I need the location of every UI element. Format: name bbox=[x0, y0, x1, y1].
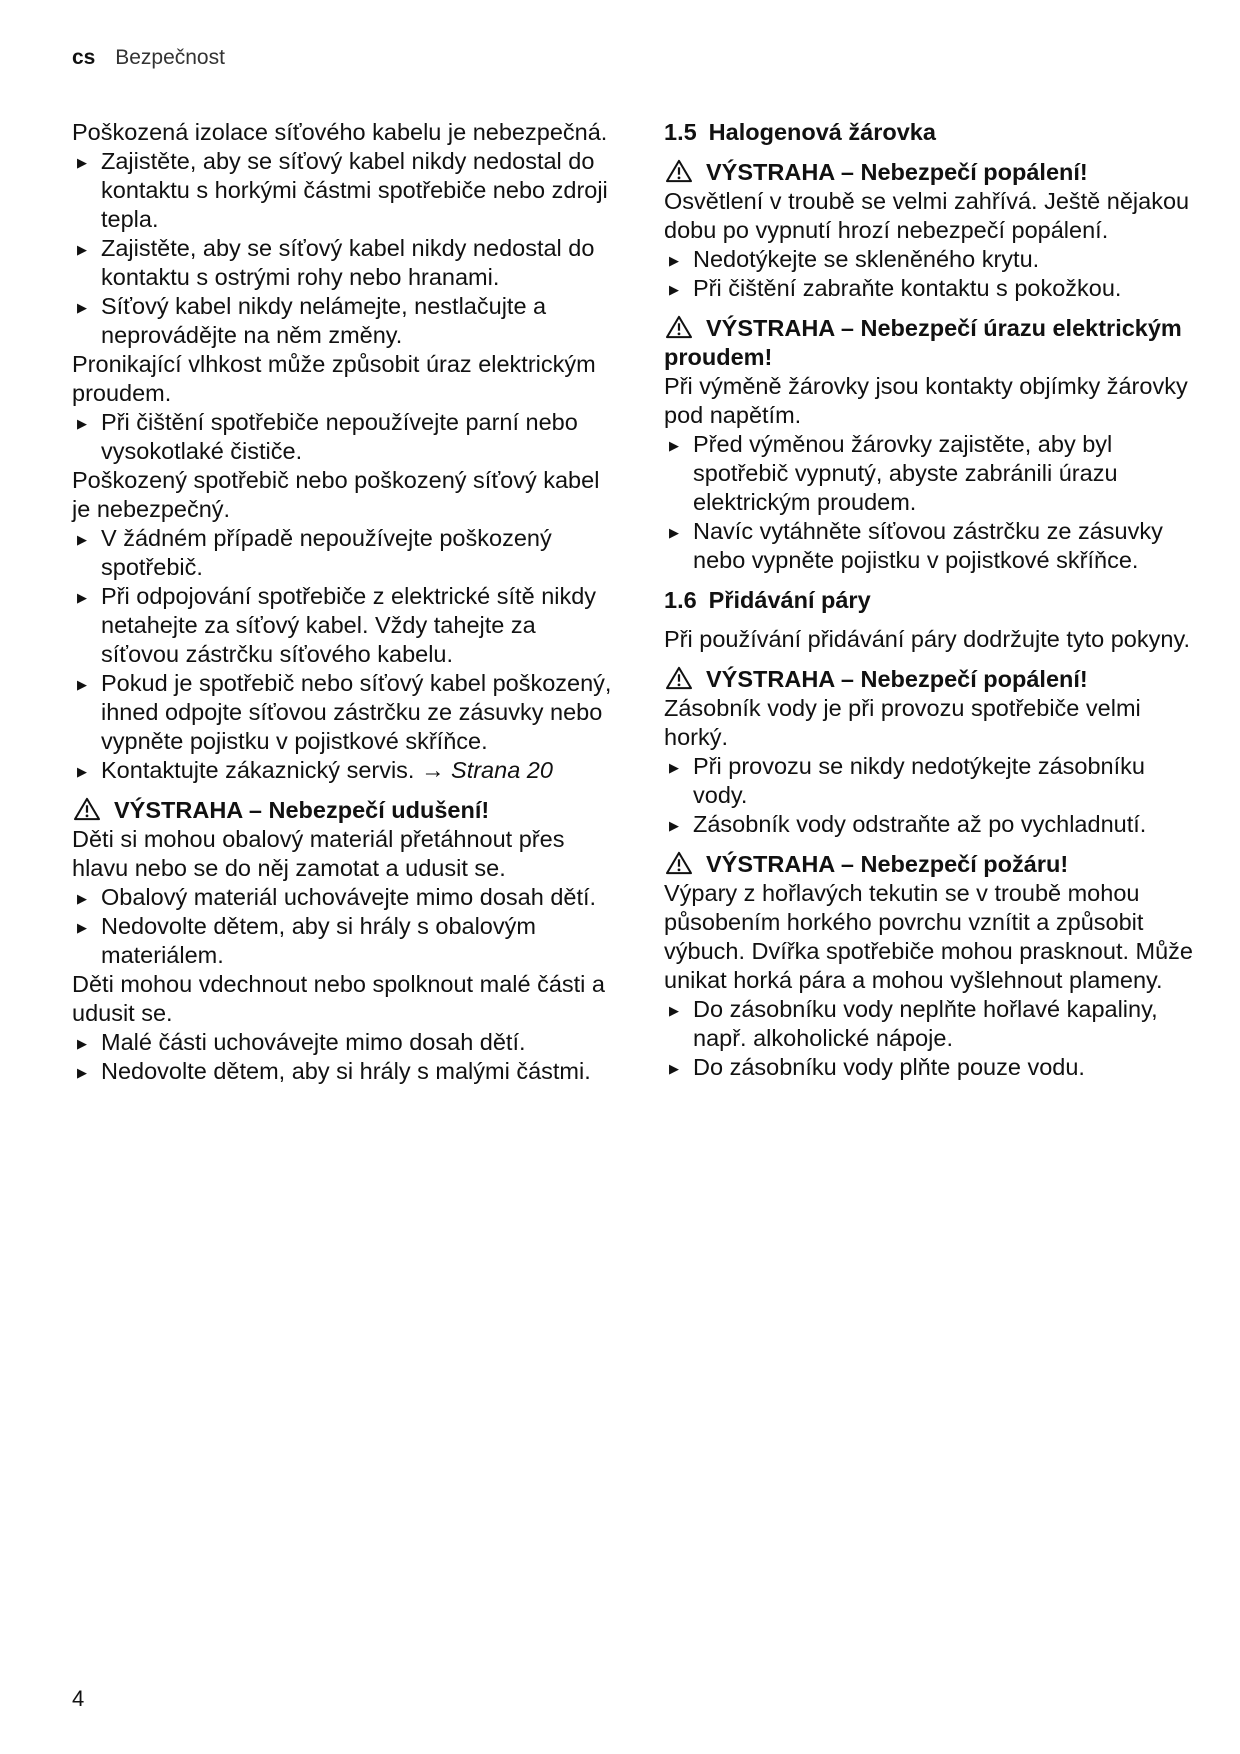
warning-heading bbox=[664, 850, 1204, 879]
section-title: Bezpečnost bbox=[115, 46, 225, 69]
triangle-bullet-icon: ▶ bbox=[669, 525, 679, 540]
paragraph: Zásobník vody je při provozu spotřebiče velmi horký. bbox=[664, 695, 1141, 750]
page-header bbox=[72, 46, 225, 70]
triangle-bullet-icon: ▶ bbox=[669, 818, 679, 833]
triangle-bullet-icon: ▶ bbox=[77, 155, 87, 170]
triangle-bullet-icon: ▶ bbox=[669, 760, 679, 775]
section-number: 1.6 bbox=[664, 587, 697, 613]
list-item-text: Obalový materiál uchovávejte mimo dosah dětí. bbox=[101, 884, 597, 910]
list-item-text: Zásobník vody odstraňte až po vychladnutí. bbox=[693, 811, 1147, 837]
triangle-bullet-icon: ▶ bbox=[669, 1003, 679, 1018]
list-item-text: Do zásobníku vody plňte pouze vodu. bbox=[693, 1054, 1085, 1080]
warning-text: VÝSTRAHA – Nebezpečí popálení! bbox=[706, 159, 1088, 185]
list-item bbox=[72, 912, 612, 970]
triangle-bullet-icon: ▶ bbox=[669, 253, 679, 268]
warning-heading bbox=[664, 158, 1204, 187]
triangle-bullet-icon: ▶ bbox=[77, 416, 87, 431]
page-number: 4 bbox=[72, 1686, 85, 1711]
list-item bbox=[664, 430, 1204, 517]
triangle-bullet-icon: ▶ bbox=[77, 920, 87, 935]
list-item-text: V žádném případě nepoužívejte poškozený spotřebič. bbox=[101, 525, 552, 580]
section-heading-title: Přidávání páry bbox=[708, 587, 871, 613]
warning-heading bbox=[664, 314, 1204, 372]
list-item bbox=[72, 1057, 612, 1086]
warning-text: VÝSTRAHA – Nebezpečí úrazu elektrickým proudem! bbox=[664, 315, 1182, 370]
warning-triangle-icon bbox=[664, 666, 694, 690]
warning-triangle-icon bbox=[664, 851, 694, 875]
list-item-text: Před výměnou žárovky zajistěte, aby byl spotřebič vypnutý, abyste zabránili úrazu elektrickým proudem. bbox=[693, 431, 1118, 515]
paragraph: Poškozený spotřebič nebo poškozený síťový kabel je nebezpečný. bbox=[72, 467, 600, 522]
language-code: cs bbox=[72, 46, 96, 69]
list-item-text: Při provozu se nikdy nedotýkejte zásobníku vody. bbox=[693, 753, 1145, 808]
page-reference-link[interactable]: → Strana 20 bbox=[421, 757, 553, 783]
triangle-bullet-icon: ▶ bbox=[77, 891, 87, 906]
triangle-bullet-icon: ▶ bbox=[669, 1061, 679, 1076]
triangle-bullet-icon: ▶ bbox=[669, 282, 679, 297]
triangle-bullet-icon: ▶ bbox=[77, 242, 87, 257]
right-column bbox=[664, 118, 1204, 1082]
triangle-bullet-icon: ▶ bbox=[77, 590, 87, 605]
paragraph: Děti mohou vdechnout nebo spolknout malé části a udusit se. bbox=[72, 971, 605, 1026]
section-heading bbox=[664, 586, 1204, 615]
section-heading-title: Halogenová žárovka bbox=[708, 119, 936, 145]
list-item bbox=[72, 756, 612, 785]
list-item bbox=[664, 517, 1204, 575]
list-item bbox=[664, 274, 1204, 303]
list-item-text: Při čištění spotřebiče nepoužívejte parní nebo vysokotlaké čističe. bbox=[101, 409, 578, 464]
list-item bbox=[664, 995, 1204, 1053]
list-item bbox=[72, 292, 612, 350]
list-item-text: Nedovolte dětem, aby si hrály s obalovým materiálem. bbox=[101, 913, 536, 968]
list-item bbox=[72, 408, 612, 466]
paragraph: Osvětlení v troubě se velmi zahřívá. Ještě nějakou dobu po vypnutí hrozí nebezpečí popálení. bbox=[664, 188, 1190, 243]
list-item-text: Navíc vytáhněte síťovou zástrčku ze zásuvky nebo vypněte pojistku v pojistkové skříňce. bbox=[693, 518, 1163, 573]
warning-text: VÝSTRAHA – Nebezpečí požáru! bbox=[706, 851, 1069, 877]
warning-heading bbox=[72, 796, 612, 825]
paragraph: Při výměně žárovky jsou kontakty objímky žárovky pod napětím. bbox=[664, 373, 1188, 428]
triangle-bullet-icon: ▶ bbox=[77, 764, 87, 779]
paragraph: Poškozená izolace síťového kabelu je nebezpečná. bbox=[72, 119, 608, 145]
list-item-text: Kontaktujte zákaznický servis. bbox=[101, 757, 415, 783]
paragraph: Výpary z hořlavých tekutin se v troubě mohou působením horkého povrchu vznítit a způsobit výbuch. Dvířka spotřebiče mohou prasknout. Může unikat horká pára a mohou vyšlehnout plameny. bbox=[664, 880, 1194, 993]
paragraph: Děti si mohou obalový materiál přetáhnout přes hlavu nebo se do něj zamotat a udusit se. bbox=[72, 826, 565, 881]
list-item bbox=[72, 669, 612, 756]
section-heading bbox=[664, 118, 1204, 147]
list-item-text: Pokud je spotřebič nebo síťový kabel poškozený, ihned odpojte síťovou zástrčku ze zásuvky nebo vypněte pojistku v pojistkové skříňce. bbox=[101, 670, 612, 754]
list-item-text: Malé části uchovávejte mimo dosah dětí. bbox=[101, 1029, 526, 1055]
section-number: 1.5 bbox=[664, 119, 697, 145]
list-item bbox=[72, 524, 612, 582]
list-item-text: Zajistěte, aby se síťový kabel nikdy nedostal do kontaktu s ostrými rohy nebo hranami. bbox=[101, 235, 595, 290]
triangle-bullet-icon: ▶ bbox=[669, 438, 679, 453]
warning-triangle-icon bbox=[72, 797, 102, 821]
list-item-text: Při čištění zabraňte kontaktu s pokožkou. bbox=[693, 275, 1122, 301]
list-item bbox=[72, 234, 612, 292]
paragraph: Při používání přidávání páry dodržujte tyto pokyny. bbox=[664, 626, 1190, 652]
list-item bbox=[664, 245, 1204, 274]
paragraph: Pronikající vlhkost může způsobit úraz elektrickým proudem. bbox=[72, 351, 596, 406]
list-item bbox=[72, 1028, 612, 1057]
list-item-text: Nedovolte dětem, aby si hrály s malými částmi. bbox=[101, 1058, 591, 1084]
triangle-bullet-icon: ▶ bbox=[77, 1036, 87, 1051]
list-item-text: Zajistěte, aby se síťový kabel nikdy nedostal do kontaktu s horkými částmi spotřebiče nebo zdroji tepla. bbox=[101, 148, 608, 232]
triangle-bullet-icon: ▶ bbox=[77, 532, 87, 547]
list-item-text: Síťový kabel nikdy nelámejte, nestlačujte a neprovádějte na něm změny. bbox=[101, 293, 547, 348]
triangle-bullet-icon: ▶ bbox=[77, 300, 87, 315]
warning-triangle-icon bbox=[664, 159, 694, 183]
triangle-bullet-icon: ▶ bbox=[77, 1065, 87, 1080]
list-item-text: Při odpojování spotřebiče z elektrické sítě nikdy netahejte za síťový kabel. Vždy tahejte za síťovou zástrčku síťového kabelu. bbox=[101, 583, 597, 667]
list-item-text: Nedotýkejte se skleněného krytu. bbox=[693, 246, 1040, 272]
list-item-text: Do zásobníku vody neplňte hořlavé kapaliny, např. alkoholické nápoje. bbox=[693, 996, 1158, 1051]
warning-text: VÝSTRAHA – Nebezpečí popálení! bbox=[706, 666, 1088, 692]
list-item bbox=[664, 810, 1204, 839]
warning-text: VÝSTRAHA – Nebezpečí udušení! bbox=[114, 797, 490, 823]
list-item bbox=[664, 752, 1204, 810]
list-item bbox=[72, 147, 612, 234]
triangle-bullet-icon: ▶ bbox=[77, 677, 87, 692]
left-column bbox=[72, 118, 612, 1086]
warning-triangle-icon bbox=[664, 315, 694, 339]
warning-heading bbox=[664, 665, 1204, 694]
list-item bbox=[664, 1053, 1204, 1082]
list-item bbox=[72, 883, 612, 912]
list-item bbox=[72, 582, 612, 669]
